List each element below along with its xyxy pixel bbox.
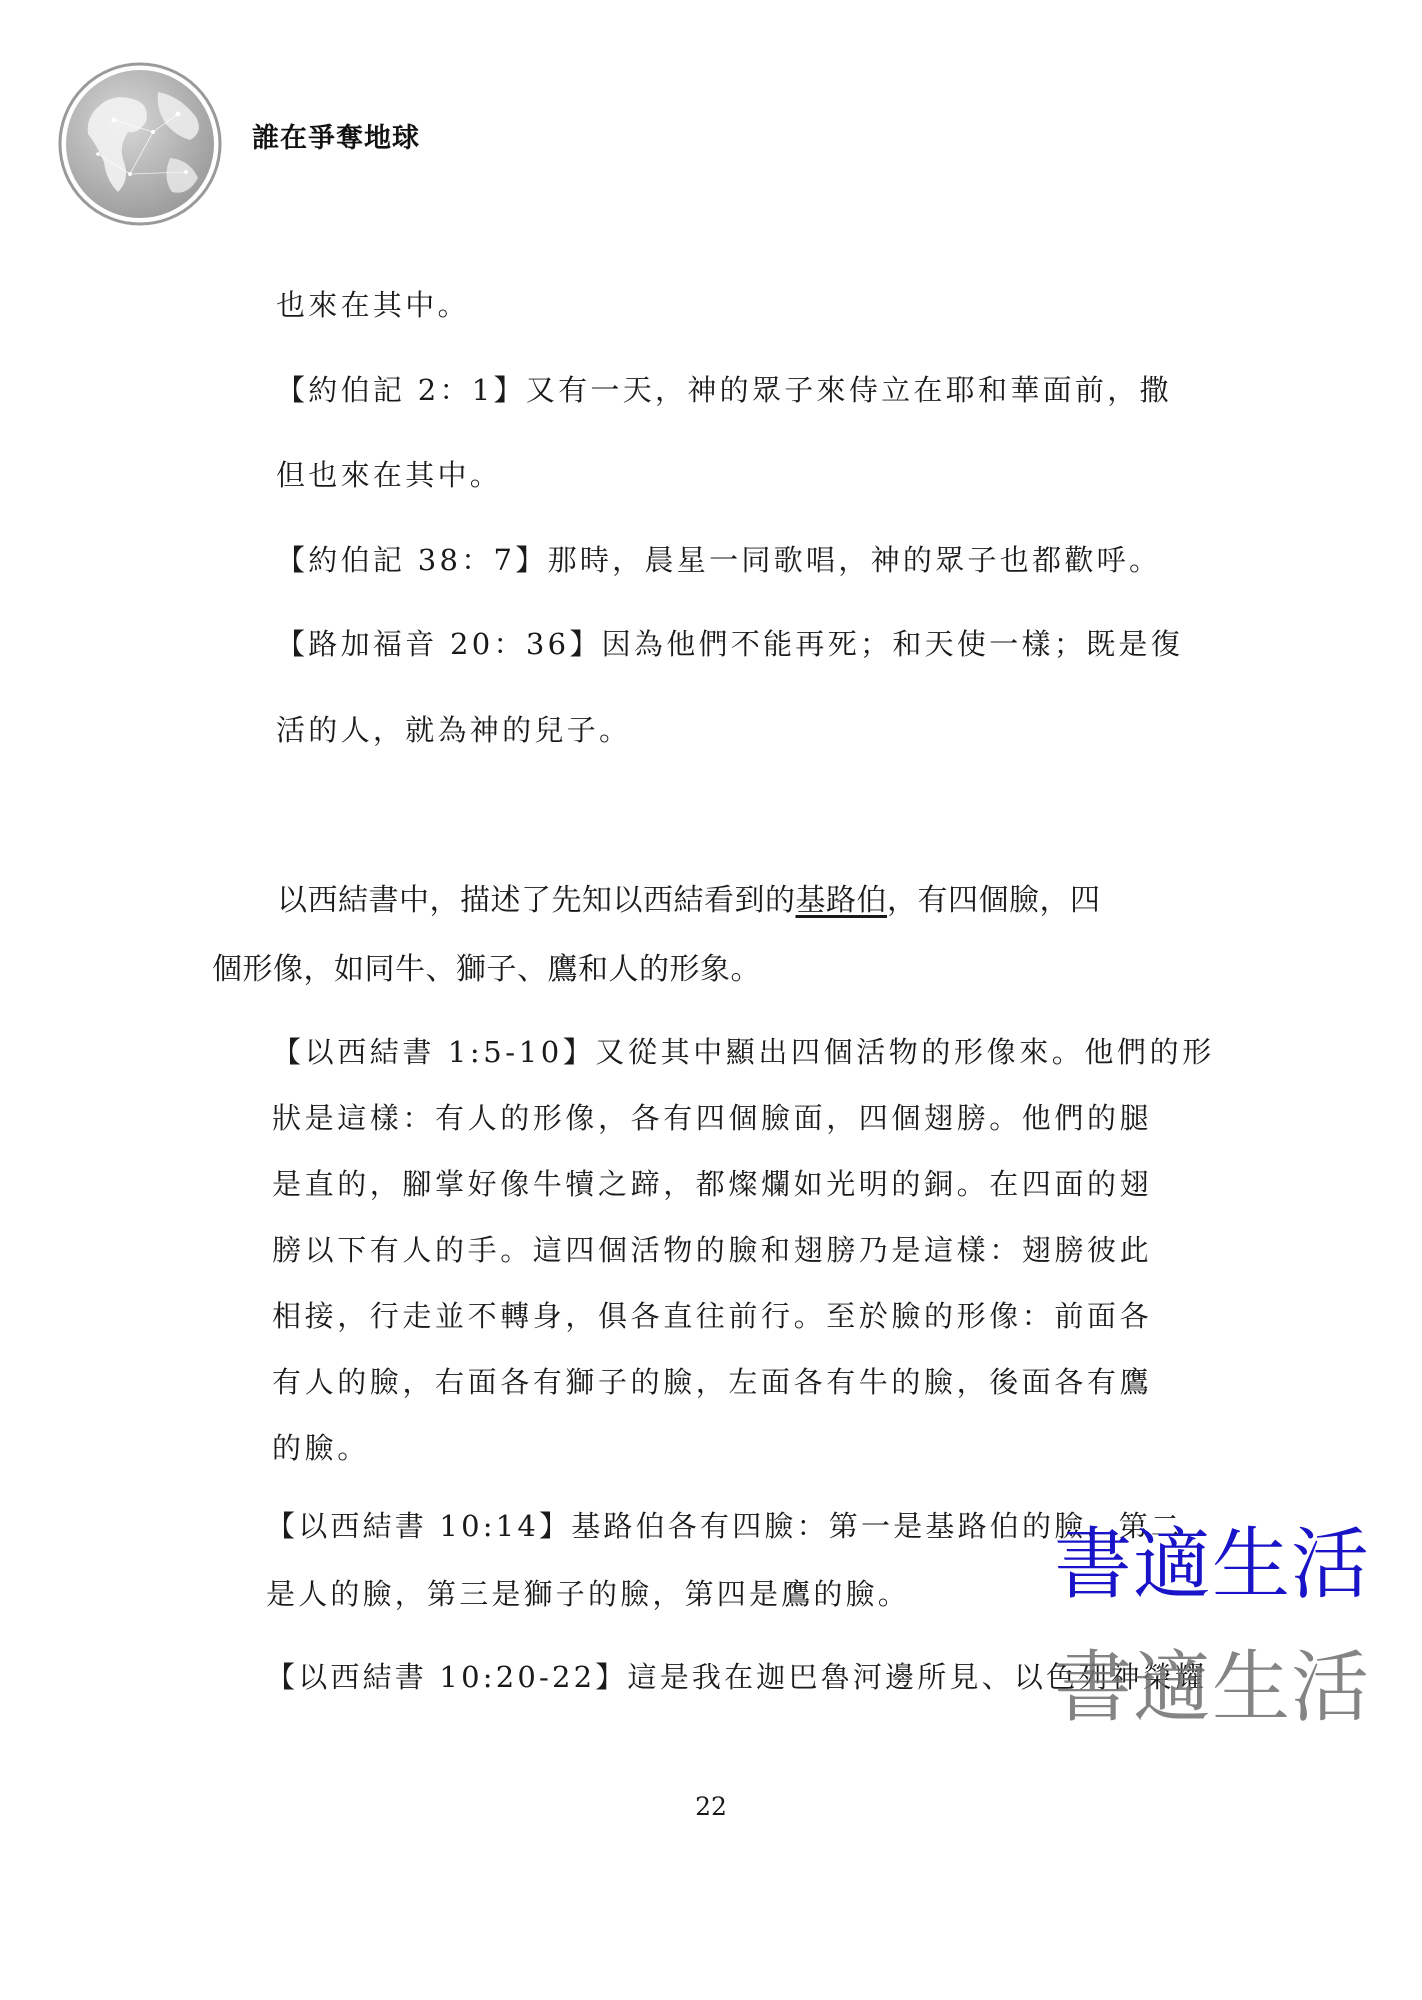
verse-line: 也來在其中。 [276, 288, 470, 322]
verse-line: 但也來在其中。 [276, 458, 503, 492]
verse-line: 【以西結書 10:14】基路伯各有四臉：第一是基路伯的臉，第二 [266, 1509, 1183, 1543]
verse-line: 是人的臉，第三是獅子的臉，第四是鷹的臉。 [266, 1577, 911, 1611]
verse-line: 【路加福音 20：36】因為他們不能再死；和天使一樣；既是復 [276, 627, 1184, 661]
verse-line: 【約伯記 38：7】那時，晨星一同歌唱，神的眾子也都歡呼。 [276, 543, 1162, 577]
paragraph-text: ，有四個臉，四 [887, 883, 1101, 918]
quote-line: 相接，行走並不轉身，俱各直往前行。至於臉的形像：前面各 [272, 1299, 1153, 1333]
quote-line: 有人的臉，右面各有獅子的臉，左面各有牛的臉，後面各有鷹 [272, 1365, 1153, 1399]
verse-line: 【約伯記 2：1】又有一天，神的眾子來侍立在耶和華面前，撒 [276, 373, 1172, 407]
quote-line: 是直的，腳掌好像牛犢之蹄，都燦爛如光明的銅。在四面的翅 [272, 1167, 1153, 1201]
verse-line: 活的人，就為神的兒子。 [276, 713, 632, 747]
globe-logo-icon [58, 62, 223, 227]
paragraph-text: 以西結書中，描述了先知以西結看到的 [277, 883, 796, 918]
cherubim-term: 基路伯 [795, 883, 887, 918]
watermark-gray: 書適生活 [1054, 1643, 1371, 1733]
watermark-blue: 書適生活 [1054, 1520, 1371, 1610]
paragraph-line-1 [277, 875, 1101, 919]
page-header [58, 62, 658, 232]
quote-line: 【以西結書 1:5-10】又從其中顯出四個活物的形像來。他們的形 [272, 1035, 1215, 1069]
paragraph-line-2: 個形像，如同牛、獅子、鷹和人的形象。 [212, 952, 761, 987]
verse-line: 【以西結書 10:20-22】這是我在迦巴魯河邊所見、以色列神榮耀 [266, 1660, 1208, 1694]
quote-line: 的臉。 [272, 1431, 370, 1465]
book-title: 誰在爭奪地球 [252, 123, 420, 154]
page-number: 22 [695, 1792, 727, 1821]
quote-line: 狀是這樣：有人的形像，各有四個臉面，四個翅膀。他們的腿 [272, 1101, 1153, 1135]
quote-line: 膀以下有人的手。這四個活物的臉和翅膀乃是這樣：翅膀彼此 [272, 1233, 1153, 1267]
